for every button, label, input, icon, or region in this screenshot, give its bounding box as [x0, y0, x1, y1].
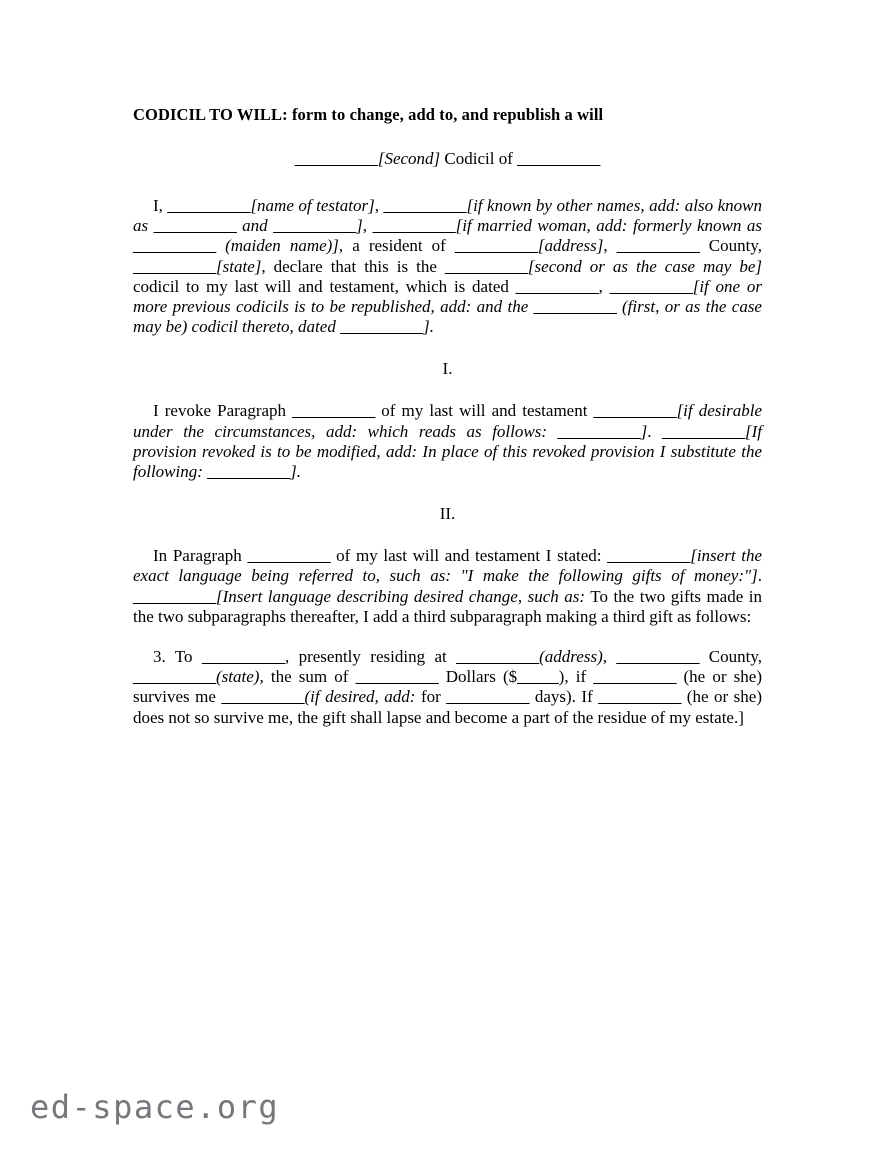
intro-i3: and	[236, 216, 274, 236]
blank-address[interactable]: __________	[454, 236, 538, 256]
s3-i2: (state)	[216, 667, 260, 687]
blank-married-woman[interactable]: __________	[372, 216, 456, 236]
intro-i4: ]	[356, 216, 363, 236]
heading-bracket-second: [Second]	[377, 149, 441, 168]
blank-sum-words[interactable]: __________	[355, 667, 439, 687]
s3-i1: (address)	[539, 647, 603, 667]
blank-pronoun-2[interactable]: __________	[598, 687, 682, 707]
page-title: CODICIL TO WILL: form to change, add to, and republish a will	[133, 105, 604, 124]
intro-i5: [if married woman, add: formerly known as	[455, 216, 763, 236]
intro-i12: ].	[423, 317, 434, 337]
s3-t5: , the sum of	[259, 667, 356, 687]
blank-reads-as-follows[interactable]: __________	[557, 421, 641, 441]
blank-aka-1[interactable]: __________	[153, 216, 237, 236]
intro-i7: [address]	[537, 236, 604, 256]
s3-t3: ,	[602, 647, 617, 667]
blank-testator-name[interactable]: __________	[167, 196, 251, 215]
blank-sum-figures[interactable]: _____	[517, 667, 559, 687]
blank-residence-state[interactable]: __________	[133, 667, 217, 687]
s1-t1: I revoke Paragraph	[153, 401, 293, 421]
s1-i2: ]	[640, 421, 648, 441]
intro-t5: ,	[603, 236, 617, 256]
blank-other-names[interactable]: __________	[383, 196, 467, 215]
heading-static-text: Codicil of	[440, 149, 518, 168]
intro-paragraph	[133, 196, 762, 337]
section-two-paragraph	[133, 546, 762, 627]
blank-survivorship[interactable]: __________	[221, 687, 305, 707]
intro-t7: , declare that this is the	[261, 256, 445, 276]
intro-i1: [name of testator]	[250, 196, 375, 215]
blank-days[interactable]: __________	[446, 687, 530, 707]
s1-i1: [if desirable under the circumstances, add: which reads as follows:	[133, 401, 762, 441]
s3-t8: (he or she) survives me	[133, 667, 762, 707]
s2-t3: .	[757, 566, 762, 586]
s3-i3: (if desired, add:	[304, 687, 416, 707]
intro-t1: I,	[153, 196, 168, 215]
s3-t10: days). If	[529, 687, 599, 707]
s1-i3: [If provision revoked is to be modified, add: In place of this revoked provision I substitute the following:	[133, 421, 763, 482]
s3-t11: (he or she) does not so survive me, the gift shall lapse and become a part of the residue of my estate.]	[133, 687, 762, 727]
s2-t2: of my last will and testament I stated:	[330, 546, 608, 566]
s3-t7: ), if	[558, 667, 594, 687]
intro-i9: [second or as the case may be]	[527, 256, 762, 276]
s3-t1: 3. To	[153, 647, 202, 667]
blank-beneficiary[interactable]: __________	[201, 647, 285, 667]
blank-desirable[interactable]: __________	[593, 401, 677, 421]
section-one-paragraph	[133, 401, 762, 482]
blank-ordinal[interactable]: __________	[444, 256, 528, 276]
blank-in-paragraph[interactable]: __________	[247, 546, 331, 566]
s2-i1: [insert the exact language being referred to, such as: "I make the following gifts of money:"]	[133, 546, 763, 586]
blank-state[interactable]: __________	[133, 256, 217, 276]
site-watermark: ed-space.org	[30, 1088, 280, 1126]
intro-t3: ,	[362, 216, 373, 236]
blank-codicil-ordinal[interactable]: __________	[533, 297, 617, 317]
section-numeral-ii: II.	[439, 504, 456, 524]
intro-i2: [if known by other names, add: also known as	[133, 196, 762, 236]
blank-prev-codicil[interactable]: __________	[609, 276, 693, 296]
section-numeral-i: I.	[442, 359, 453, 379]
intro-i6: (maiden name)]	[216, 236, 339, 256]
blank-codicil-date[interactable]: __________	[340, 317, 424, 337]
intro-i8: [state]	[216, 256, 262, 276]
s3-t9: for	[415, 687, 447, 707]
blank-substitute[interactable]: __________	[207, 462, 291, 482]
codicil-heading-line	[133, 148, 762, 170]
blank-insert-exact-language[interactable]: __________	[607, 546, 691, 566]
s2-t4: To the two gifts made in the two subparagraphs thereafter, I add a third subparagraph making a third gift as follows:	[133, 586, 762, 626]
intro-t9: ,	[598, 276, 610, 296]
s1-t3: .	[647, 421, 662, 441]
intro-i11: (first, or as the case may be) codicil thereto, dated	[133, 297, 762, 337]
blank-residence-address[interactable]: __________	[456, 647, 540, 667]
intro-t2: ,	[374, 196, 384, 215]
blank-will-date[interactable]: __________	[515, 276, 599, 296]
blank-insert-change[interactable]: __________	[133, 586, 217, 606]
blank-heading-1[interactable]: __________	[294, 149, 378, 168]
s2-t1: In Paragraph	[153, 546, 248, 566]
s3-t4: County,	[699, 647, 763, 667]
intro-i10: [if one or more previous codicils is to be republished, add: and the	[133, 276, 762, 317]
s3-t6: Dollars ($	[438, 667, 518, 687]
s3-t2: , presently residing at	[284, 647, 457, 667]
s1-t2: of my last will and testament	[375, 401, 594, 421]
intro-t6: County,	[699, 236, 762, 256]
blank-modified[interactable]: __________	[662, 421, 746, 441]
intro-t8: codicil to my last will and testament, which is dated	[133, 276, 516, 296]
subparagraph-three	[133, 647, 762, 728]
blank-residence-county[interactable]: __________	[616, 647, 700, 667]
s2-i2: [Insert language describing desired change, such as:	[216, 586, 586, 606]
intro-t4: , a resident of	[338, 236, 455, 256]
blank-pronoun-1[interactable]: __________	[593, 667, 677, 687]
blank-county[interactable]: __________	[616, 236, 700, 256]
blank-aka-2[interactable]: __________	[273, 216, 357, 236]
blank-heading-2[interactable]: __________	[517, 149, 601, 168]
document-body	[133, 104, 762, 728]
s1-i4: ].	[290, 462, 302, 482]
blank-revoke-paragraph[interactable]: __________	[292, 401, 376, 421]
blank-maiden-name[interactable]: __________	[133, 236, 217, 256]
